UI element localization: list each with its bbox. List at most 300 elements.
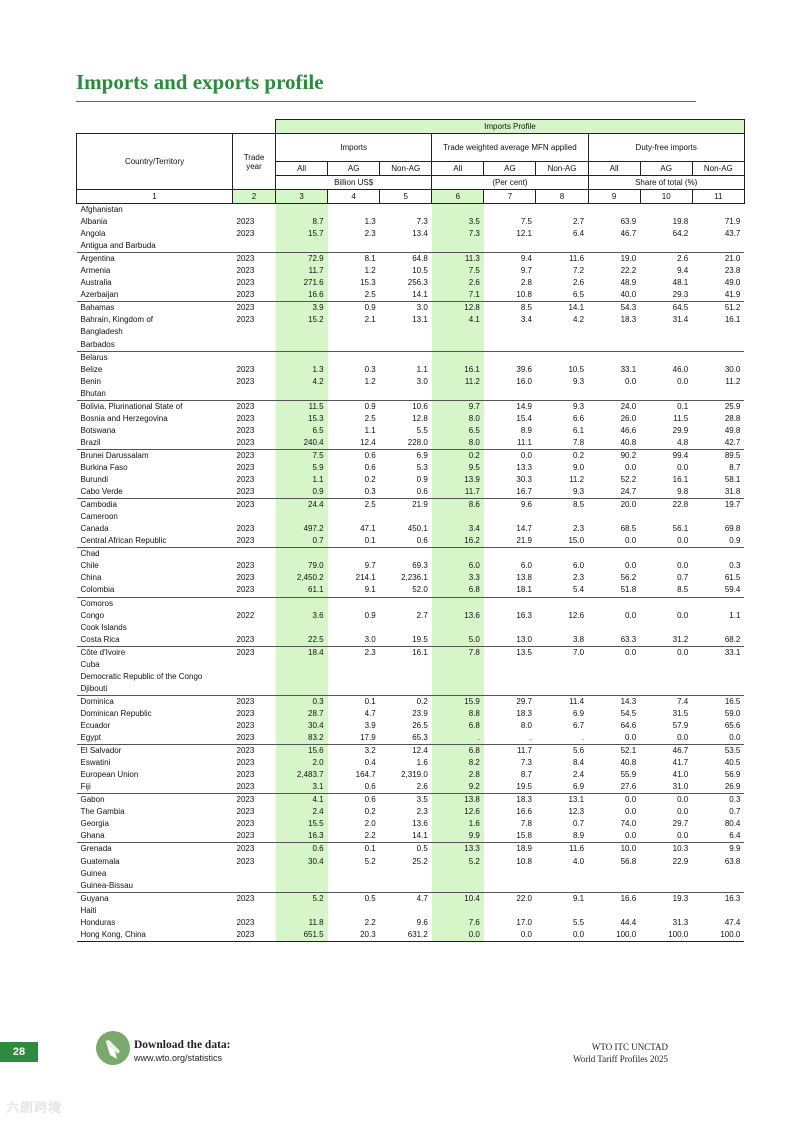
table-row: [77, 240, 745, 253]
table-row: [77, 314, 745, 326]
country-cell: Belarus: [80, 352, 108, 362]
value-cell: [588, 240, 640, 253]
value-cell: 51.2: [724, 303, 741, 313]
value-cell: 2.0: [276, 757, 328, 769]
value-cell: [328, 597, 380, 610]
sub-header-ag: AG: [484, 162, 536, 176]
value-cell: 63.8: [724, 856, 741, 866]
country-cell: China: [80, 573, 102, 583]
country-cell: Grenada: [80, 844, 112, 854]
country-cell: Cook Islands: [80, 622, 127, 632]
value-cell: 15.5: [276, 818, 328, 830]
value-cell: 9.3: [572, 401, 585, 411]
value-cell: [276, 597, 328, 610]
value-cell: [640, 511, 692, 523]
value-cell: 30.3: [516, 475, 532, 485]
value-cell: 31.0: [640, 781, 692, 794]
value-cell: 3.0: [416, 303, 428, 313]
country-cell: Eswatini: [80, 758, 111, 768]
value-cell: [640, 240, 692, 253]
value-cell: 1.6: [416, 758, 428, 768]
table-row: [77, 757, 745, 769]
value-cell: 0.0: [625, 807, 637, 817]
value-cell: [276, 240, 328, 253]
value-cell: 0.7: [572, 819, 585, 829]
value-cell: 0.3: [276, 695, 328, 708]
country-cell: Afghanistan: [80, 205, 123, 215]
value-cell: [380, 597, 432, 610]
value-cell: [484, 659, 536, 671]
value-cell: 48.1: [672, 278, 689, 288]
value-cell: 15.3: [276, 413, 328, 425]
value-cell: 2,483.7: [276, 769, 328, 781]
value-cell: 7.6: [432, 917, 484, 929]
value-cell: 16.0: [516, 376, 532, 386]
value-cell: [588, 905, 640, 917]
trade-year-cell: 2023: [236, 746, 255, 756]
value-cell: [276, 511, 328, 523]
country-cell: Bhutan: [77, 388, 233, 401]
value-cell: 31.5: [672, 708, 689, 718]
value-cell: 9.1: [572, 893, 585, 903]
value-cell: [328, 622, 380, 634]
value-cell: [380, 659, 432, 671]
value-cell: 24.0: [620, 401, 637, 411]
trade-year-cell: [233, 548, 276, 561]
country-cell: Cuba: [80, 659, 100, 669]
value-cell: [588, 388, 640, 401]
value-cell: 5.2: [432, 855, 484, 867]
download-link[interactable]: www.wto.org/statistics: [134, 1053, 223, 1063]
mfn-applied-header: Trade weighted average MFN applied: [432, 134, 588, 162]
value-cell: 64.6: [620, 720, 637, 730]
value-cell: [276, 388, 328, 401]
value-cell: [328, 659, 380, 671]
value-cell: 40.8: [588, 437, 640, 450]
value-cell: 16.6: [620, 893, 637, 903]
value-cell: 4.2: [572, 315, 585, 325]
value-cell: [484, 339, 536, 352]
value-cell: [432, 511, 484, 523]
value-cell: 19.7: [724, 500, 741, 510]
value-cell: [640, 880, 692, 893]
value-cell: 11.2: [725, 376, 741, 386]
value-cell: 57.9: [672, 720, 689, 730]
value-cell: 8.5: [520, 303, 532, 313]
value-cell: 7.3: [520, 758, 532, 768]
value-cell: 11.6: [569, 844, 585, 854]
value-cell: [328, 326, 380, 338]
value-cell: 6.4: [692, 830, 744, 843]
trade-year-cell: 2023: [236, 450, 255, 460]
value-cell: 1.6: [432, 818, 484, 830]
value-cell: 29.3: [640, 289, 692, 302]
value-cell: 30.4: [276, 720, 328, 732]
value-cell: [276, 880, 328, 893]
trade-year-cell: 2023: [236, 647, 255, 657]
value-cell: [692, 880, 744, 893]
value-cell: 19.5: [484, 781, 536, 794]
value-cell: 31.3: [672, 917, 689, 927]
value-cell: [588, 326, 640, 338]
value-cell: [588, 548, 640, 561]
value-cell: 0.6: [364, 795, 376, 805]
table-row: [77, 253, 745, 266]
country-cell: Benin: [80, 376, 101, 386]
value-cell: [276, 671, 328, 683]
country-cell: Guyana: [80, 893, 109, 903]
country-cell: Argentina: [80, 254, 115, 264]
header-blank: [77, 120, 276, 134]
value-cell: 2.2: [328, 830, 380, 843]
value-cell: [432, 326, 484, 338]
column-number: 1: [77, 190, 233, 204]
value-cell: [692, 240, 744, 253]
value-cell: 6.5: [276, 425, 328, 437]
value-cell: 5.0: [432, 634, 484, 647]
table-row: [77, 277, 745, 289]
value-cell: 3.9: [364, 720, 376, 730]
country-cell: Ghana: [77, 830, 233, 843]
value-cell: 0.6: [380, 535, 432, 548]
table-row: [77, 413, 745, 425]
table-row: [77, 634, 745, 647]
page-title: Imports and exports profile: [76, 70, 324, 94]
value-cell: 651.5: [276, 929, 328, 942]
country-cell: Angola: [80, 229, 106, 239]
sub-header-all: All: [432, 162, 484, 176]
country-cell: Georgia: [80, 819, 109, 829]
value-cell: 0.3: [364, 364, 376, 374]
trade-year-cell: 2023: [236, 217, 255, 227]
value-cell: [328, 880, 380, 893]
value-cell: 6.8: [432, 584, 484, 597]
value-cell: 24.7: [588, 486, 640, 499]
value-cell: 5.5: [416, 425, 428, 435]
value-cell: 0.2: [364, 807, 376, 817]
value-cell: 33.1: [724, 647, 741, 657]
value-cell: 18.3: [620, 315, 637, 325]
value-cell: 8.6: [432, 499, 484, 512]
value-cell: [536, 880, 588, 893]
value-cell: 0.9: [416, 475, 428, 485]
value-cell: 13.8: [516, 573, 532, 583]
value-cell: 0.0: [484, 929, 536, 942]
value-cell: 9.4: [520, 254, 532, 264]
value-cell: 7.5: [432, 265, 484, 277]
trade-year-cell: 2023: [236, 278, 255, 288]
table-row: [77, 474, 745, 486]
country-cell: Cambodia: [80, 500, 117, 510]
value-cell: 0.0: [677, 376, 689, 386]
country-cell: Bahamas: [80, 303, 115, 313]
trade-year-cell: 2023: [236, 758, 255, 768]
value-cell: 26.9: [692, 781, 744, 794]
value-cell: 8.9: [520, 425, 532, 435]
country-cell: Central African Republic: [77, 535, 233, 548]
value-cell: 8.4: [572, 758, 585, 768]
value-cell: 8.0: [432, 437, 484, 450]
value-cell: 3.0: [416, 376, 428, 386]
value-cell: 10.8: [484, 289, 536, 302]
value-cell: 5.5: [572, 917, 585, 927]
value-cell: 16.3: [516, 610, 532, 620]
value-cell: 3.5: [416, 795, 428, 805]
value-cell: 0.0: [625, 463, 637, 472]
value-cell: [276, 326, 328, 338]
value-cell: 24.4: [276, 499, 328, 512]
value-cell: 0.0: [625, 795, 637, 805]
trade-year-cell: 2023: [236, 254, 255, 264]
table-row: [77, 425, 745, 437]
value-cell: 0.9: [692, 535, 744, 548]
value-cell: 6.9: [416, 450, 428, 460]
value-cell: 3.9: [276, 302, 328, 315]
value-cell: [640, 905, 692, 917]
value-cell: 41.7: [672, 758, 689, 768]
value-cell: [484, 671, 536, 683]
value-cell: 17.9: [328, 732, 380, 745]
value-cell: .: [432, 732, 484, 745]
value-cell: 0.0: [677, 561, 689, 571]
trade-year-cell: 2023: [236, 413, 255, 423]
value-cell: 0.0: [640, 535, 692, 548]
table-row: [77, 499, 745, 512]
value-cell: 4.7: [416, 893, 428, 903]
value-cell: 71.9: [724, 217, 741, 227]
value-cell: 79.0: [276, 560, 328, 572]
value-cell: [692, 326, 744, 338]
imports-profile-table: [76, 119, 745, 942]
value-cell: 21.9: [484, 535, 536, 548]
imports-profile-header: Imports Profile: [276, 120, 745, 134]
value-cell: 6.6: [572, 413, 585, 423]
value-cell: [328, 868, 380, 880]
value-cell: 12.4: [328, 437, 380, 450]
value-cell: 59.4: [692, 584, 744, 597]
value-cell: 1.2: [364, 266, 376, 276]
value-cell: [588, 659, 640, 671]
value-cell: 39.6: [516, 364, 532, 374]
value-cell: 28.8: [724, 413, 741, 423]
value-cell: [536, 339, 588, 352]
value-cell: 2.8: [520, 278, 532, 288]
value-cell: 2.6: [432, 277, 484, 289]
value-cell: 14.1: [380, 830, 432, 843]
value-cell: [640, 351, 692, 364]
value-cell: 6.0: [572, 561, 585, 571]
value-cell: [536, 548, 588, 561]
value-cell: 16.1: [412, 647, 428, 657]
value-cell: [432, 548, 484, 561]
value-cell: 28.7: [276, 708, 328, 720]
value-cell: 2.3: [364, 229, 376, 239]
value-cell: 0.0: [677, 807, 689, 817]
trade-year-cell: 2023: [233, 929, 276, 942]
value-cell: [536, 905, 588, 917]
value-cell: 0.2: [432, 449, 484, 462]
value-cell: 1.3: [276, 364, 328, 376]
value-cell: 10.8: [516, 856, 532, 866]
value-cell: 7.2: [572, 266, 585, 276]
country-cell: Dominica: [80, 696, 114, 706]
value-cell: 69.8: [724, 524, 741, 534]
trade-year-cell: 2023: [233, 830, 276, 843]
table-row: [77, 855, 745, 867]
table-row: [77, 584, 745, 597]
table-body: [77, 204, 745, 942]
country-cell: Haiti: [80, 905, 97, 915]
value-cell: 16.7: [484, 486, 536, 499]
value-cell: 0.3: [729, 561, 741, 571]
value-cell: [484, 683, 536, 696]
value-cell: [692, 868, 744, 880]
value-cell: 0.6: [380, 486, 432, 499]
value-cell: [380, 683, 432, 696]
value-cell: 61.5: [724, 573, 741, 583]
table-row: [77, 830, 745, 843]
value-cell: 11.5: [673, 413, 689, 423]
value-cell: [380, 240, 432, 253]
value-cell: 13.8: [432, 794, 484, 807]
value-cell: 7.8: [520, 819, 532, 829]
value-cell: 6.5: [536, 289, 588, 302]
value-cell: 4.1: [276, 794, 328, 807]
value-cell: 214.1: [355, 573, 376, 583]
trade-year-cell: [233, 880, 276, 893]
value-cell: [692, 339, 744, 352]
publisher-line: WTO ITC UNCTAD: [591, 1042, 668, 1052]
value-cell: 6.0: [520, 561, 532, 571]
table-row: [77, 326, 745, 338]
value-cell: 15.0: [536, 535, 588, 548]
sub-header-nonag: Non-AG: [536, 162, 588, 176]
country-cell: Bangladesh: [80, 327, 123, 337]
value-cell: 13.3: [432, 843, 484, 856]
value-cell: 0.0: [640, 732, 692, 745]
value-cell: 0.9: [364, 401, 376, 411]
value-cell: 16.2: [432, 535, 484, 548]
value-cell: 11.2: [432, 376, 484, 388]
download-data-icon[interactable]: [96, 1031, 130, 1065]
value-cell: [380, 548, 432, 561]
value-cell: 22.2: [620, 266, 637, 276]
value-cell: [380, 671, 432, 683]
value-cell: 65.3: [380, 732, 432, 745]
value-cell: 3.3: [432, 572, 484, 584]
trade-year-cell: [233, 597, 276, 610]
value-cell: 11.6: [569, 254, 585, 264]
value-cell: 5.2: [276, 892, 328, 905]
value-cell: [432, 671, 484, 683]
value-cell: 9.9: [729, 844, 741, 854]
value-cell: 1.1: [364, 425, 376, 435]
value-cell: 15.3: [360, 278, 376, 288]
publication-title: World Tariff Profiles 2025: [572, 1054, 668, 1064]
country-cell: Botswana: [80, 425, 116, 435]
value-cell: [484, 905, 536, 917]
value-cell: [432, 351, 484, 364]
country-cell: Barbados: [77, 339, 233, 352]
value-cell: 8.7: [729, 463, 741, 472]
country-cell: Guinea-Bissau: [77, 880, 233, 893]
value-cell: 1.1: [729, 610, 741, 620]
value-cell: 3.5: [432, 216, 484, 228]
value-cell: 0.0: [625, 610, 637, 620]
value-cell: 2.5: [328, 289, 380, 302]
value-cell: [692, 388, 744, 401]
value-cell: 14.1: [380, 289, 432, 302]
value-cell: 22.0: [516, 893, 532, 903]
trade-year-cell: 2023: [233, 584, 276, 597]
table-row: [77, 302, 745, 315]
value-cell: 0.7: [677, 573, 689, 583]
value-cell: 0.9: [364, 610, 376, 620]
sub-header-ag: AG: [640, 162, 692, 176]
value-cell: 99.4: [672, 450, 689, 460]
table-row: [77, 400, 745, 413]
value-cell: 7.3: [416, 217, 428, 227]
value-cell: [692, 622, 744, 634]
value-cell: 11.8: [276, 917, 328, 929]
trade-year-cell: 2023: [236, 573, 255, 583]
trade-year-cell: [233, 905, 276, 917]
trade-year-cell: 2023: [236, 795, 255, 805]
value-cell: 19.0: [620, 254, 637, 264]
value-cell: 10.6: [412, 401, 428, 411]
value-cell: [276, 905, 328, 917]
value-cell: [536, 671, 588, 683]
value-cell: 6.8: [432, 745, 484, 758]
value-cell: 15.7: [276, 228, 328, 240]
table-row: [77, 695, 745, 708]
trade-year-cell: [233, 326, 276, 338]
value-cell: 9.4: [677, 266, 689, 276]
country-cell: Honduras: [80, 917, 116, 927]
country-cell: Albania: [80, 217, 108, 227]
download-title: Download the data:: [134, 1039, 231, 1051]
value-cell: 55.9: [620, 770, 637, 780]
value-cell: 2,236.1: [401, 573, 428, 583]
value-cell: [380, 339, 432, 352]
trade-year-cell: [233, 622, 276, 634]
column-number: 3: [276, 190, 328, 204]
page-number: 28: [0, 1042, 38, 1062]
value-cell: 0.2: [364, 475, 376, 485]
table-row: [77, 659, 745, 671]
value-cell: [640, 388, 692, 401]
table-row: [77, 843, 745, 856]
value-cell: 20.3: [328, 929, 380, 942]
value-cell: 0.0: [520, 450, 532, 460]
value-cell: 164.7: [355, 770, 376, 780]
value-cell: 8.8: [432, 708, 484, 720]
table-row: [77, 449, 745, 462]
table-row: [77, 917, 745, 929]
value-cell: 271.6: [276, 277, 328, 289]
value-cell: 3.8: [536, 634, 588, 647]
value-cell: [588, 671, 640, 683]
table-row: [77, 732, 745, 745]
value-cell: 15.6: [276, 745, 328, 758]
value-cell: [380, 905, 432, 917]
value-cell: 29.7: [516, 696, 532, 706]
value-cell: [432, 204, 484, 217]
value-cell: 0.0: [677, 647, 689, 657]
column-number: 11: [692, 190, 744, 204]
trade-year-cell: 2023: [236, 475, 255, 485]
country-cell: Guinea: [80, 868, 107, 878]
